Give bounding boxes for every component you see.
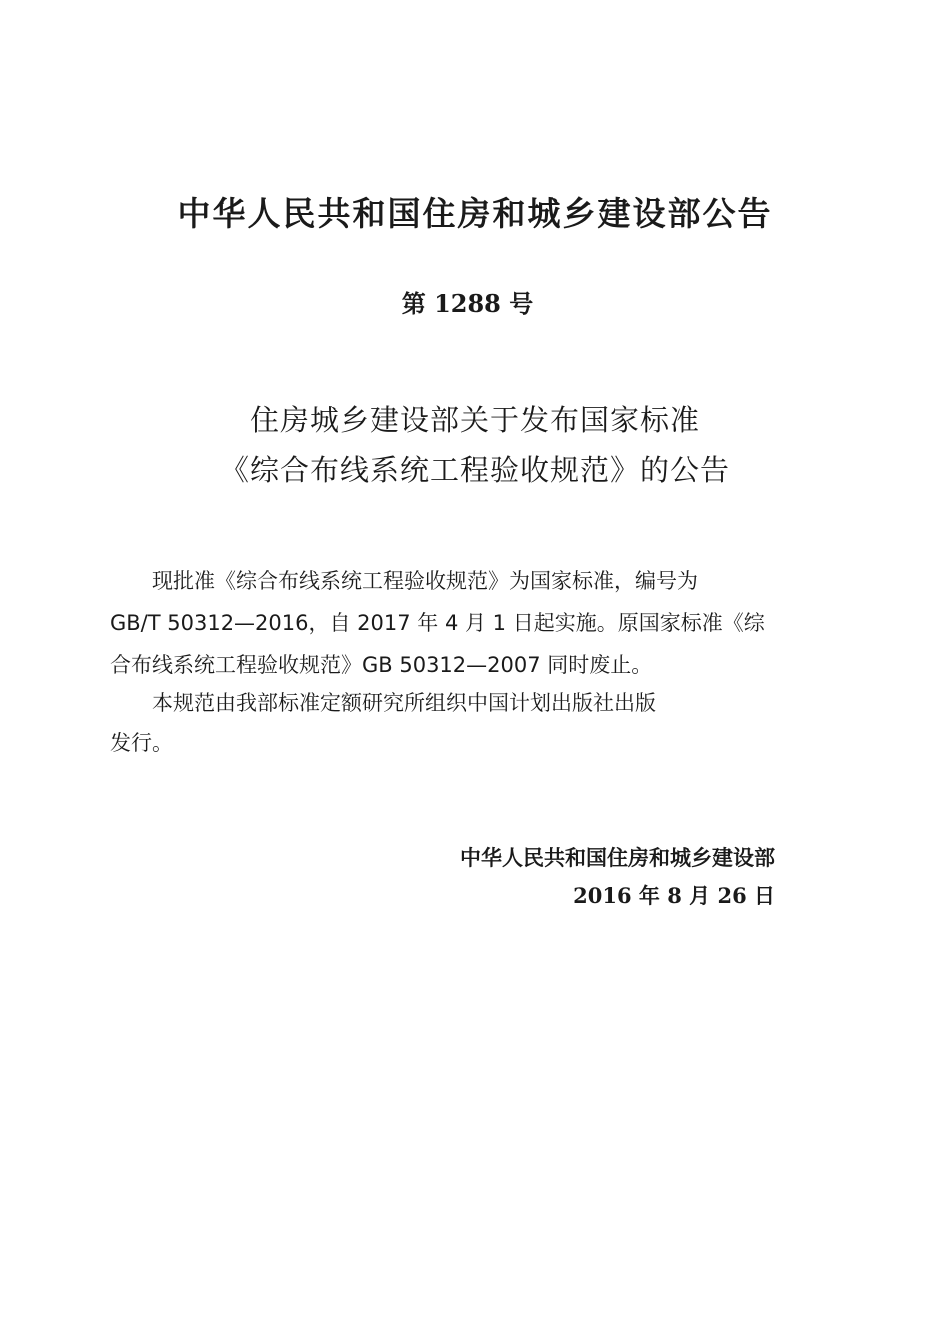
- notice-title: 中华人民共和国住房和城乡建设部公告: [177, 194, 773, 233]
- body-line: 发行。: [110, 731, 173, 755]
- notice-subtitle-line-1: 住房城乡建设部关于发布国家标准: [249, 403, 700, 437]
- signature-date: 2016 年 8 月 26 日: [573, 883, 775, 908]
- signature-organization: 中华人民共和国住房和城乡建设部: [460, 846, 775, 870]
- body-line: 现批准《综合布线系统工程验收规范》为国家标准，编号为: [110, 569, 698, 593]
- body-line: GB/T 50312—2016，自 2017 年 4 月 1 日起实施。原国家标准《综: [110, 611, 765, 635]
- notice-subtitle-line-2: 《综合布线系统工程验收规范》的公告: [219, 453, 730, 487]
- body-line: 合布线系统工程验收规范》GB 50312—2007 同时废止。: [110, 653, 653, 677]
- body-line: 本规范由我部标准定额研究所组织中国计划出版社出版: [110, 691, 656, 715]
- notice-number: 第 1288 号: [401, 289, 534, 318]
